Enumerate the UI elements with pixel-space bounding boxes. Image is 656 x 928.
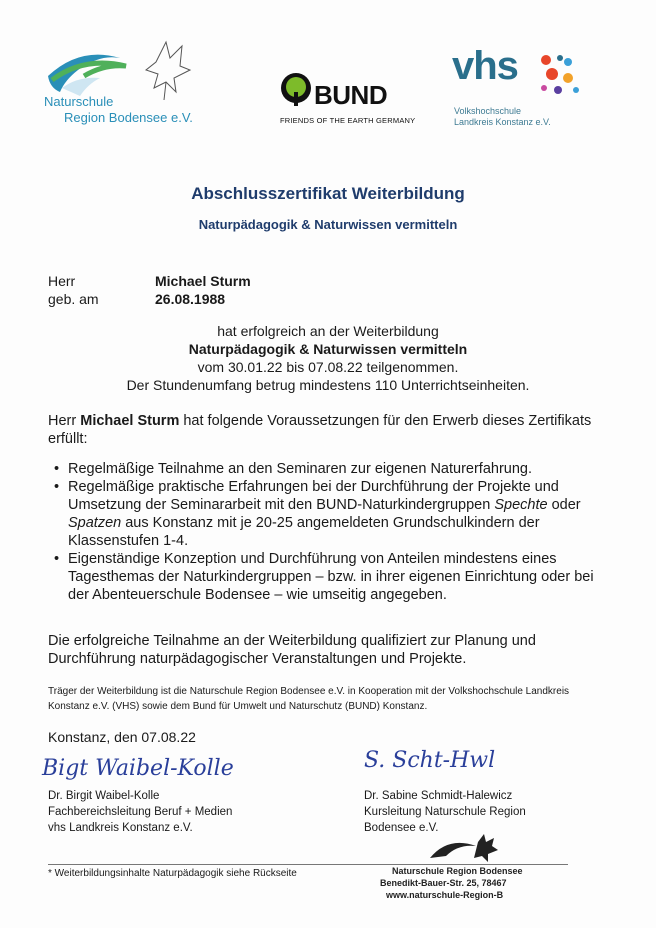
- bund-tagline: FRIENDS OF THE EARTH GERMANY: [280, 116, 416, 125]
- bund-logo: [278, 66, 418, 132]
- stamp-line2: Benedikt-Bauer-Str. 25, 78467: [380, 878, 507, 888]
- requirements-intro: [48, 412, 608, 448]
- stamp-emblem-icon: [424, 832, 504, 866]
- vhs-wordmark: vhs: [452, 44, 518, 88]
- completion-hours: Der Stundenumfang betrug mindestens 110 Unterrichtseinheiten.: [126, 377, 530, 393]
- place-date: Konstanz, den 07.08.22: [48, 729, 196, 745]
- signatory-left: [48, 788, 232, 836]
- certificate-title: Abschlusszertifikat Weiterbildung: [191, 184, 465, 203]
- list-item: [48, 478, 608, 550]
- organization-stamp: [370, 832, 570, 912]
- list-item: [48, 550, 608, 604]
- completion-course: Naturpädagogik & Naturwissen vermitteln: [188, 341, 468, 357]
- naturschule-logo: [40, 36, 240, 132]
- bullet-text-2c: aus Konstanz mit je 20-25 angemeldeten Grundschulkindern der Klassenstufen 1-4.: [68, 515, 540, 549]
- completion-line1: hat erfolgreich an der Weiterbildung: [217, 323, 439, 339]
- vhs-dots-icon: [528, 50, 598, 110]
- completion-period: vom 30.01.22 bis 07.08.22 teilgenommen.: [197, 359, 459, 375]
- bullet-text-2a: Regelmäßige praktische Erfahrungen bei der Durchführung der Projekte und Umsetzung der Seminararbeit mit den BUND-Naturkindergruppen: [68, 479, 559, 513]
- signature-right: S. Scht-Hwl: [364, 748, 496, 773]
- bullet-text-2b: oder: [547, 497, 581, 513]
- bullet-icon: •: [54, 479, 60, 495]
- bullet-text-1: Regelmäßige Teilnahme an den Seminaren zur eigenen Naturerfahrung.: [68, 461, 533, 477]
- bullet-text-2-spatzen: Spatzen: [68, 515, 122, 531]
- requirements-list: [48, 460, 608, 604]
- list-item: [48, 460, 608, 478]
- signatory-right-name: Dr. Sabine Schmidt-Halewicz: [364, 790, 513, 802]
- naturschule-line2: Region Bodensee e.V.: [64, 110, 193, 125]
- vhs-sub-line2: Landkreis Konstanz e.V.: [454, 117, 551, 127]
- bullet-icon: •: [54, 461, 60, 477]
- bund-globe-icon: [280, 72, 314, 112]
- vhs-subtitle: [454, 106, 551, 128]
- signatory-right-role2: Bodensee e.V.: [364, 822, 439, 834]
- person-name: Michael Sturm: [155, 273, 251, 289]
- sponsor-note: Träger der Weiterbildung ist die Naturschule Region Bodensee e.V. in Kooperation mit der Volkshochschule Landkreis Konstanz e.V. (VHS) sowie dem Bund für Umwelt und Naturschutz (BUND) Konstanz.: [48, 686, 570, 712]
- naturschule-line1: Naturschule: [44, 94, 114, 109]
- stamp-line3: www.naturschule-Region-B: [386, 890, 504, 900]
- signatory-left-role1: Fachbereichsleitung Beruf + Medien: [48, 806, 233, 818]
- certificate-subtitle: Naturpädagogik & Naturwissen vermitteln: [198, 217, 458, 232]
- footnote: * Weiterbildungsinhalte Naturpädagogik siehe Rückseite: [48, 868, 297, 879]
- requirements-prefix: Herr: [48, 413, 81, 429]
- vhs-sub-line1: Volkshochschule: [454, 106, 522, 116]
- signatory-left-name: Dr. Birgit Waibel-Kolle: [48, 790, 160, 802]
- signature-left: Bigt Waibel-Kolle: [42, 756, 234, 781]
- signatory-right: [364, 788, 526, 836]
- signatory-left-role2: vhs Landkreis Konstanz e.V.: [48, 822, 193, 834]
- requirements-suffix: hat folgende Voraussetzungen für den Erwerb dieses Zertifikats erfüllt:: [48, 413, 592, 447]
- requirements-name: Michael Sturm: [80, 413, 180, 429]
- vhs-logo: [450, 44, 610, 136]
- salutation-label: Herr: [48, 273, 76, 289]
- bullet-text-2-spechte: Spechte: [494, 497, 548, 513]
- person-birthdate: 26.08.1988: [155, 291, 226, 307]
- bund-wordmark: BUND: [314, 80, 388, 110]
- bullet-text-3: Eigenständige Konzeption und Durchführung von Anteilen mindestens eines Tagesthemas der Naturkindergruppen – bzw. in ihrer eigenen Einrichtung oder bei der Abenteuerschule Bodensee – wie umseitig angegeben.: [68, 551, 594, 603]
- qualification-text: Die erfolgreiche Teilnahme an der Weiterbildung qualifiziert zur Planung und Durchführung naturpädagogischer Veranstaltungen und Projekte.: [48, 633, 536, 667]
- born-label: geb. am: [48, 291, 99, 307]
- stamp-line1: Naturschule Region Bodensee: [392, 866, 523, 876]
- signatory-right-role1: Kursleitung Naturschule Region: [364, 806, 526, 818]
- bullet-icon: •: [54, 551, 60, 567]
